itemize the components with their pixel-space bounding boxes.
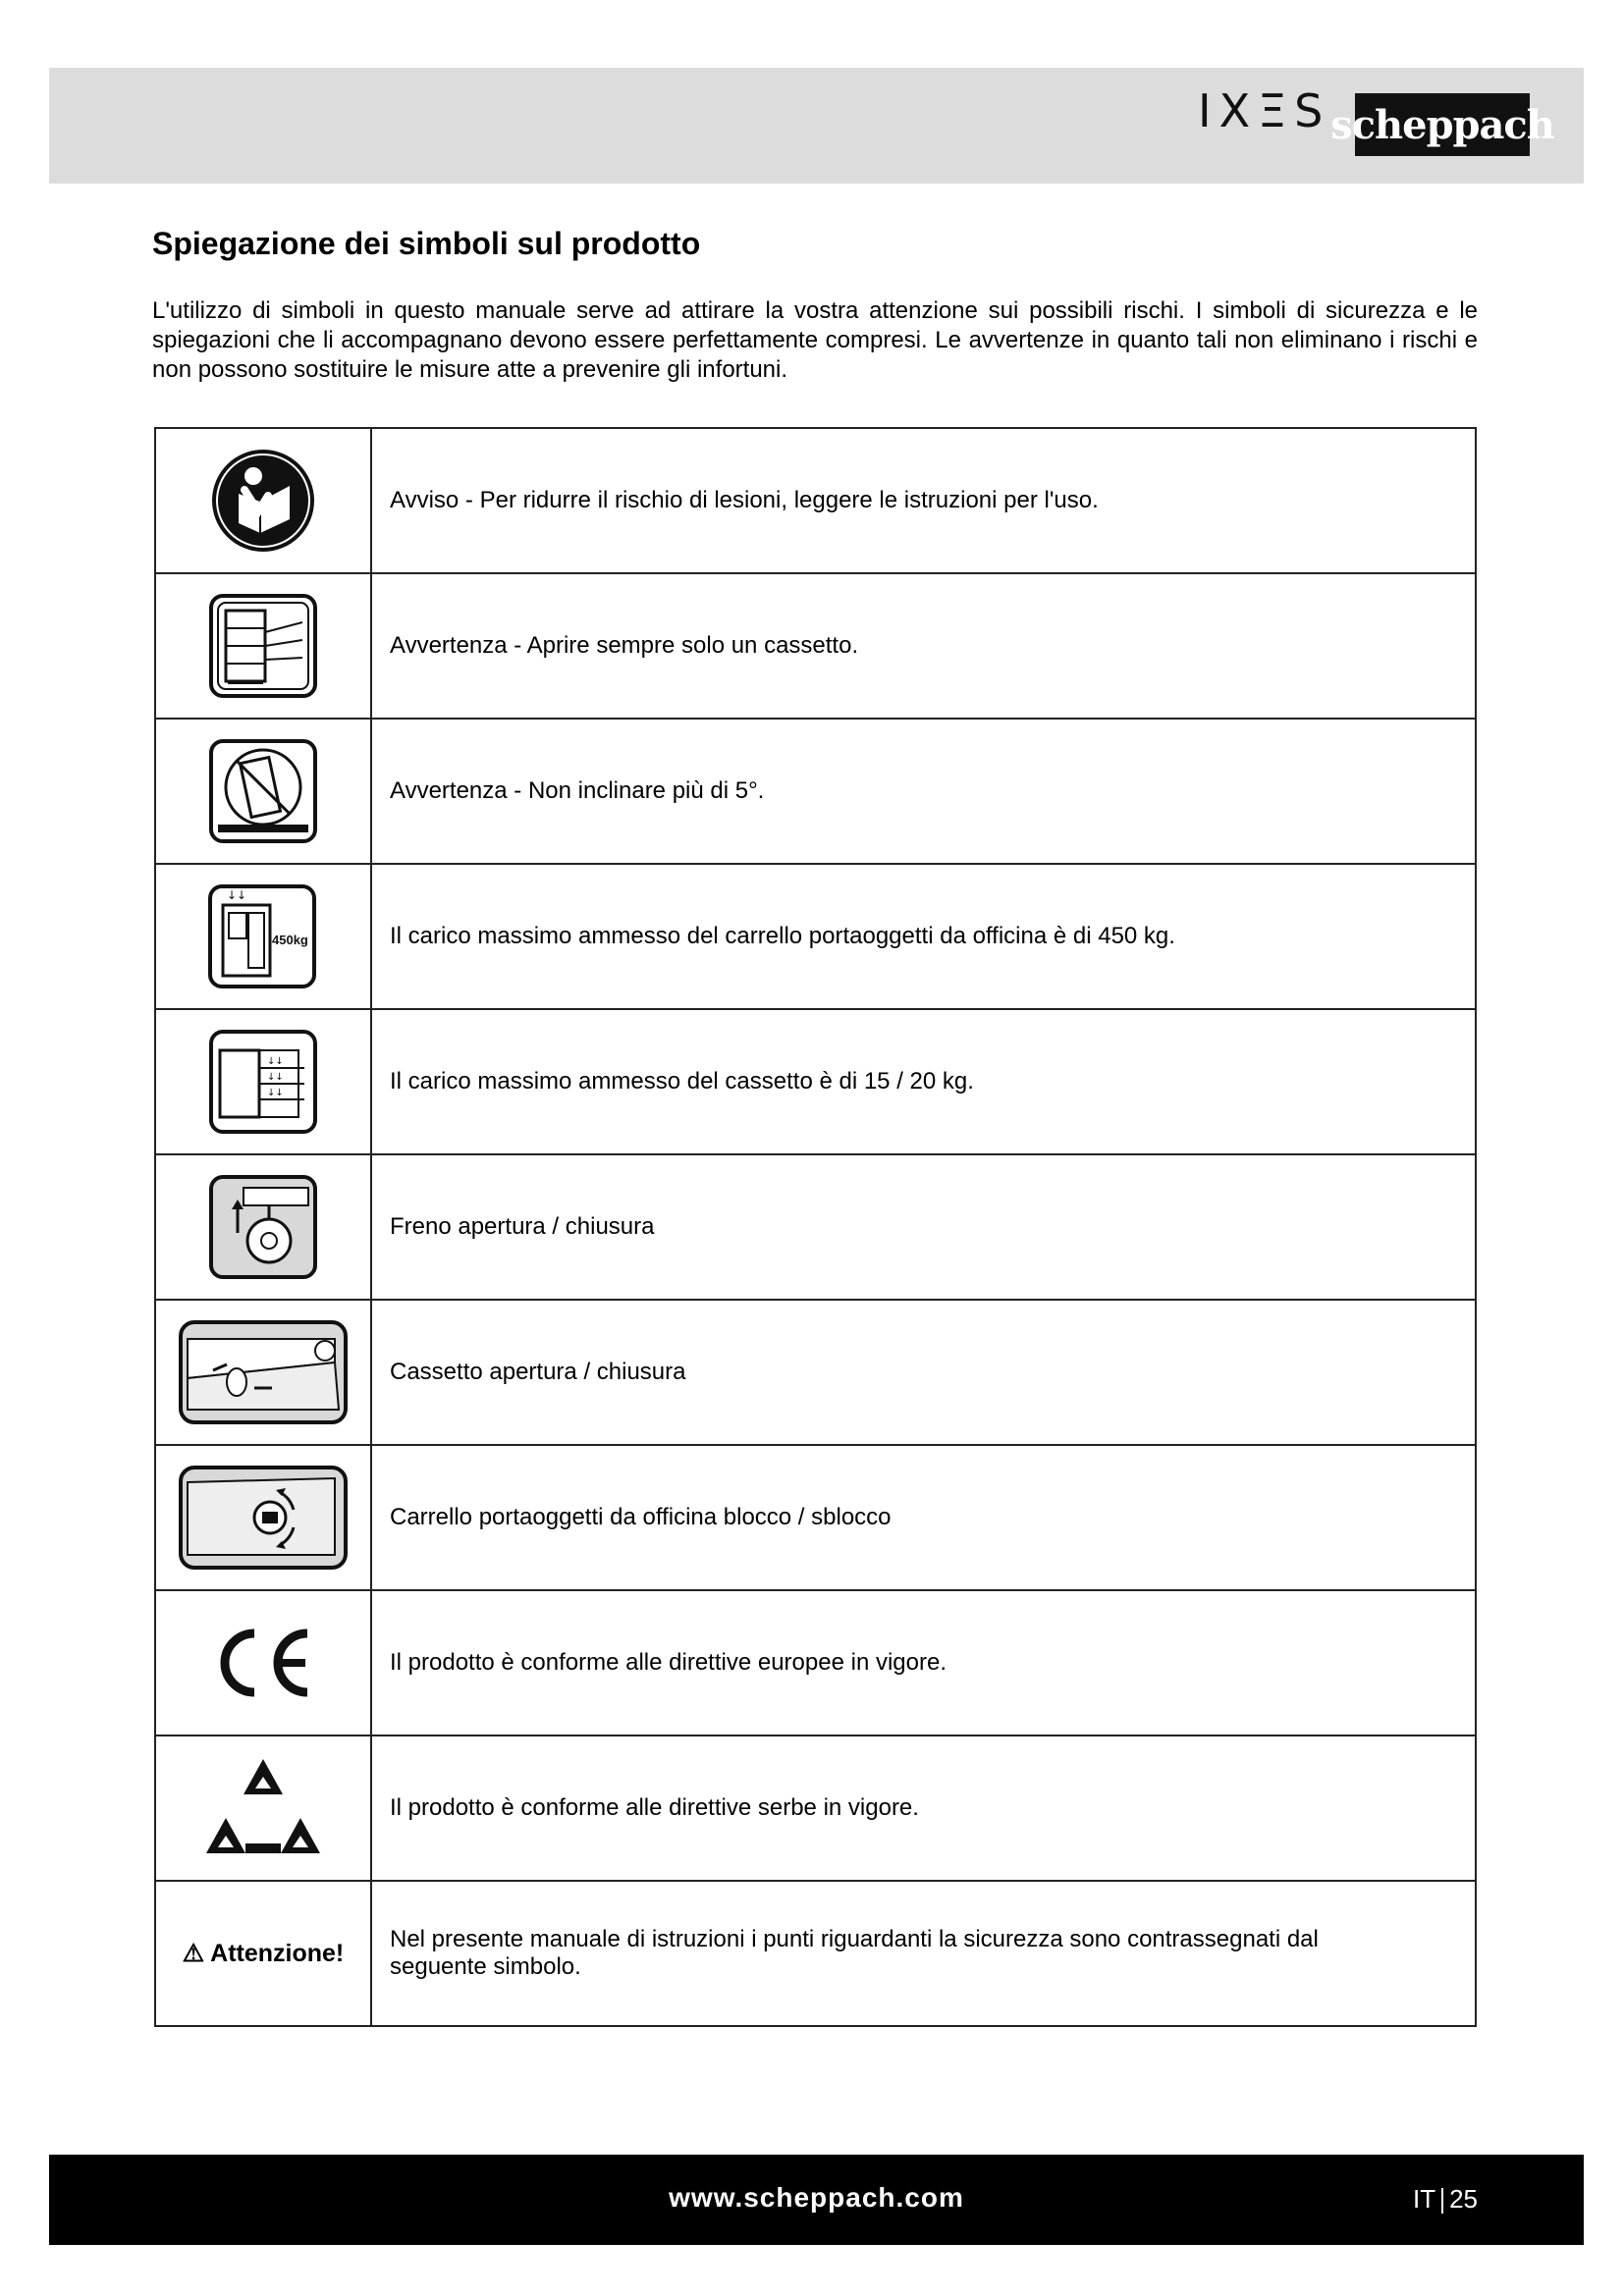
brake-icon xyxy=(208,1174,318,1280)
page-indicator xyxy=(1413,2184,1478,2215)
attention-description: Nel presente manuale di istruzioni i punti riguardanti la sicurezza sono contrassegnati dal seguente simbolo. xyxy=(371,1881,1476,2026)
lock-unlock-icon xyxy=(178,1465,349,1571)
table-row xyxy=(155,1590,1476,1735)
symbol-description: Il prodotto è conforme alle direttive europee in vigore. xyxy=(371,1590,1476,1735)
table-row xyxy=(155,864,1476,1009)
language-code: IT xyxy=(1412,2184,1436,2214)
scheppach-logo: scheppach xyxy=(1355,93,1530,156)
intro-paragraph: L'utilizzo di simboli in questo manuale serve ad attirare la vostra attenzione sui possibili rischi. I simboli di sicurezza e le spiegazioni che li accompagnano devono essere perfettamente compresi. Le avvertenze in quanto tali non eliminano i rischi e non possono sostituire le misure atte a prevenire gli infortuni. xyxy=(152,297,1478,383)
page-number: 25 xyxy=(1449,2184,1478,2214)
svg-text:↓↓: ↓↓ xyxy=(227,888,247,902)
svg-text:↓↓: ↓↓ xyxy=(267,1072,284,1083)
symbol-description: Il prodotto è conforme alle direttive serbe in vigore. xyxy=(371,1735,1476,1881)
table-row xyxy=(155,1735,1476,1881)
table-row xyxy=(155,719,1476,864)
table-row xyxy=(155,1154,1476,1300)
symbol-description: Il carico massimo ammesso del cassetto è di 15 / 20 kg. xyxy=(371,1009,1476,1154)
symbol-description: Cassetto apertura / chiusura xyxy=(371,1300,1476,1445)
drawer-load-icon xyxy=(208,1029,318,1135)
symbol-description: Il carico massimo ammesso del carrello portaoggetti da officina è di 450 kg. xyxy=(371,864,1476,1009)
load-label: 450kg xyxy=(272,933,308,947)
ixes-logo: IXΞS xyxy=(1198,84,1331,137)
table-row xyxy=(155,1881,1476,2026)
max-load-icon xyxy=(207,883,319,989)
table-row xyxy=(155,1300,1476,1445)
ce-mark-icon xyxy=(209,1624,317,1702)
symbol-description: Avvertenza - Aprire sempre solo un cassetto. xyxy=(371,573,1476,719)
symbol-description: Avviso - Per ridurre il rischio di lesioni, leggere le istruzioni per l'uso. xyxy=(371,428,1476,573)
drawer-open-close-icon xyxy=(178,1319,349,1425)
symbol-description: Carrello portaoggetti da officina blocco / sblocco xyxy=(371,1445,1476,1590)
svg-text:↓↓: ↓↓ xyxy=(267,1088,284,1098)
one-drawer-icon xyxy=(208,593,318,699)
table-row xyxy=(155,1009,1476,1154)
symbol-description: Freno apertura / chiusura xyxy=(371,1154,1476,1300)
svg-text:↓↓: ↓↓ xyxy=(267,1056,284,1067)
read-manual-icon xyxy=(209,447,317,555)
symbol-description: Avvertenza - Non inclinare più di 5°. xyxy=(371,719,1476,864)
table-row xyxy=(155,1445,1476,1590)
serbian-conformity-icon xyxy=(202,1755,324,1861)
symbols-table xyxy=(154,427,1477,2027)
no-tilt-icon xyxy=(208,738,318,844)
website-link[interactable]: www.scheppach.com xyxy=(669,2182,964,2213)
page-footer xyxy=(49,2155,1584,2245)
page-title: Spiegazione dei simboli sul prodotto xyxy=(152,226,701,261)
divider xyxy=(1441,2188,1443,2214)
attention-label: ⚠ Attenzione! xyxy=(182,1940,345,1967)
table-row xyxy=(155,428,1476,573)
table-row xyxy=(155,573,1476,719)
